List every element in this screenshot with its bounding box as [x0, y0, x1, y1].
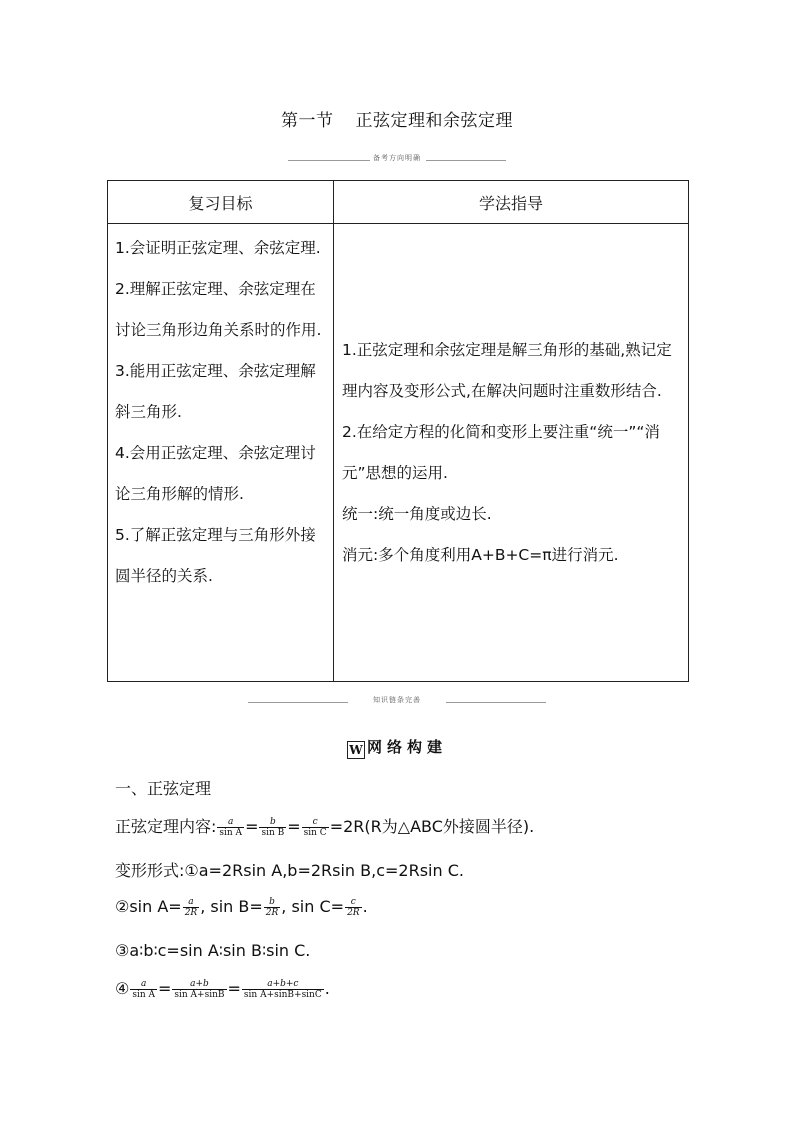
sine-law-statement: 正弦定理内容: $\frac{a}{\text{sin A}}$ = $\frac{b}{\text{sin B}}$ = $\frac{c}{\text{sin C}}$ =2R(R为△ABC外接圆半径).: [115, 817, 535, 838]
goal-item: 4.会用正弦定理、余弦定理讨论三角形解的情形.: [115, 444, 316, 503]
goal-item: 5.了解正弦定理与三角形外接圆半径的关系.: [115, 526, 316, 585]
fraction-b-over-sinB: $\frac{b}{\text{sin B}}$: [261, 817, 285, 838]
guidance-cell: [334, 224, 689, 682]
divider-knowledge-chain-label: 知识链条完善: [373, 696, 421, 704]
guidance-item: 1.正弦定理和余弦定理是解三角形的基础,熟记定理内容及变形公式,在解决问题时注重数形结合.: [342, 340, 672, 400]
guidance-item: 消元:多个角度利用A+B+C=π进行消元.: [342, 545, 619, 564]
fraction-b-over-2R: $\frac{b}{2R}$: [265, 897, 279, 918]
fraction-a-over-sinA: $\frac{a}{\text{sin A}}$: [219, 817, 243, 838]
fraction-a-over-sinA-2: $\frac{a}{\text{sin A}}$: [132, 979, 155, 1000]
goal-item: 3.能用正弦定理、余弦定理解斜三角形.: [115, 362, 316, 421]
goals-header: 复习目标: [108, 181, 334, 224]
divider-knowledge-chain: [0, 695, 794, 709]
fraction-c-over-2R: $\frac{c}{2R}$: [347, 897, 360, 918]
deform-line-3: ③a∶b∶c=sin A∶sin B∶sin C.: [115, 941, 311, 960]
fraction-a-over-2R: $\frac{a}{2R}$: [184, 897, 198, 918]
deform-line-1: 变形形式:①a=2Rsin A,b=2Rsin B,c=2Rsin C.: [115, 861, 464, 880]
title-topic: 正弦定理和余弦定理: [355, 111, 513, 131]
fraction-c-over-sinC: $\frac{c}{\text{sin C}}$: [303, 817, 327, 838]
divider-exam-direction-label: 备考方向明确: [373, 154, 421, 162]
goal-item: 2.理解正弦定理、余弦定理在讨论三角形边角关系时的作用.: [115, 280, 322, 339]
goal-item: 1.会证明正弦定理、余弦定理.: [115, 239, 321, 257]
statement-label: 正弦定理内容:: [115, 817, 217, 836]
network-label: 网络构建: [366, 738, 447, 756]
goals-table: [107, 180, 689, 682]
goals-cell: [108, 224, 334, 682]
divider-exam-direction: [0, 153, 794, 167]
deform-line-2: ②sin A= $\frac{a}{2R}$ , sin B= $\frac{b}{2R}$ , sin C= $\frac{c}{2R}$ .: [115, 897, 368, 918]
statement-tail: =2R(R为△ABC外接圆半径).: [329, 817, 535, 836]
guidance-header: 学法指导: [334, 181, 689, 224]
page-title: [0, 106, 794, 131]
fraction-apb-over-sum: $\frac{a+b}{\text{sin A+sinB}}$: [174, 979, 225, 1000]
w-badge-icon: W: [347, 741, 365, 759]
guidance-item: 统一:统一角度或边长.: [342, 504, 492, 523]
title-chapter: 第一节: [281, 111, 334, 131]
fraction-apbpc-over-sum: $\frac{a+b+c}{\text{sin A+sinB+sinC}}$: [243, 979, 322, 1000]
guidance-item: 2.在给定方程的化简和变形上要注重“统一”“消元”思想的运用.: [342, 422, 660, 482]
network-heading: [0, 736, 794, 759]
section-heading-sine-law: 一、正弦定理: [115, 779, 212, 798]
deform-line-4: ④ $\frac{a}{\text{sin A}}$ = $\frac{a+b}{\text{sin A+sinB}}$ = $\frac{a+b+c}{\text{sin A+sinB+sinC}}$ .: [115, 979, 330, 1000]
